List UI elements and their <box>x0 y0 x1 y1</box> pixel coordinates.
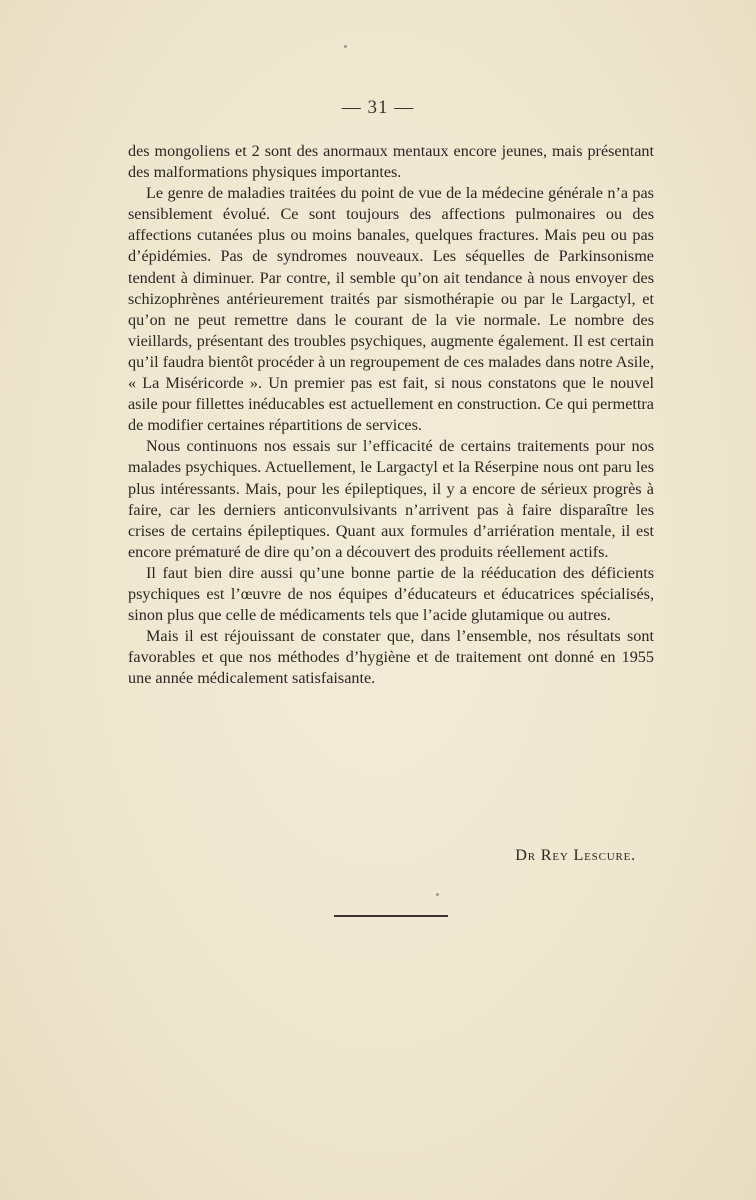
paragraph: Il faut bien dire aussi qu’une bonne partie de la rééducation des déficients psychiques est l’œuvre de nos équipes d’éducateurs et éducatrices spécialisés, sinon plus que celle de médicaments tels que l’acide glutamique ou autres. <box>128 563 654 625</box>
paper-speck <box>344 45 347 48</box>
paper-speck <box>436 893 439 896</box>
paragraph: Le genre de maladies traitées du point de vue de la médecine générale n’a pas sensiblement évolué. Ce sont toujours des affections pulmonaires ou des affections cutanées plus ou moins banales, quelques fractures. Mais peu ou pas d’épidémies. Pas de syndromes nouveaux. Les séquelles de Parkinsonisme tendent à diminuer. Par contre, il semble qu’on ait tendance à nous envoyer des schizophrènes antérieurement traités par sismothérapie ou par le Largactyl, et qu’on ne peut remettre dans le courant de la vie normale. Le nombre des vieillards, présentant des troubles psychiques, augmente également. Il est certain qu’il faudra bientôt procéder à un regroupement de ces malades dans notre Asile, « La Miséricorde ». Un premier pas est fait, si nous constatons que le nouvel asile pour fillettes inéducables est actuellement en construction. Ce qui permettra de modifier certaines répartitions de services. <box>128 184 654 435</box>
end-rule <box>334 915 448 917</box>
paragraph: Mais il est réjouissant de constater que, dans l’ensemble, nos résultats sont favorables et que nos méthodes d’hygiène et de traitement ont donné en 1955 une année médicalement satisfaisante. <box>128 627 654 688</box>
paragraph: Nous continuons nos essais sur l’efficacité de certains traitements pour nos malades psychiques. Actuellement, le Largactyl et la Réserpine nous ont paru les plus intéressants. Mais, pour les épileptiques, il y a encore de sérieux progrès à faire, car les derniers anticonvulsivants n’arrivent pas à faire disparaître les crises de certains épileptiques. Quant aux formules d’arriération mentale, il est encore prématuré de dire qu’on a découvert des produits réellement actifs. <box>128 437 654 561</box>
page-number: — 31 — <box>341 97 415 118</box>
author-signature: Dr Rey Lescure. <box>515 846 636 864</box>
body-text <box>128 141 654 689</box>
paragraph: des mongoliens et 2 sont des anormaux mentaux encore jeunes, mais présentant des malformations physiques importantes. <box>128 142 654 182</box>
